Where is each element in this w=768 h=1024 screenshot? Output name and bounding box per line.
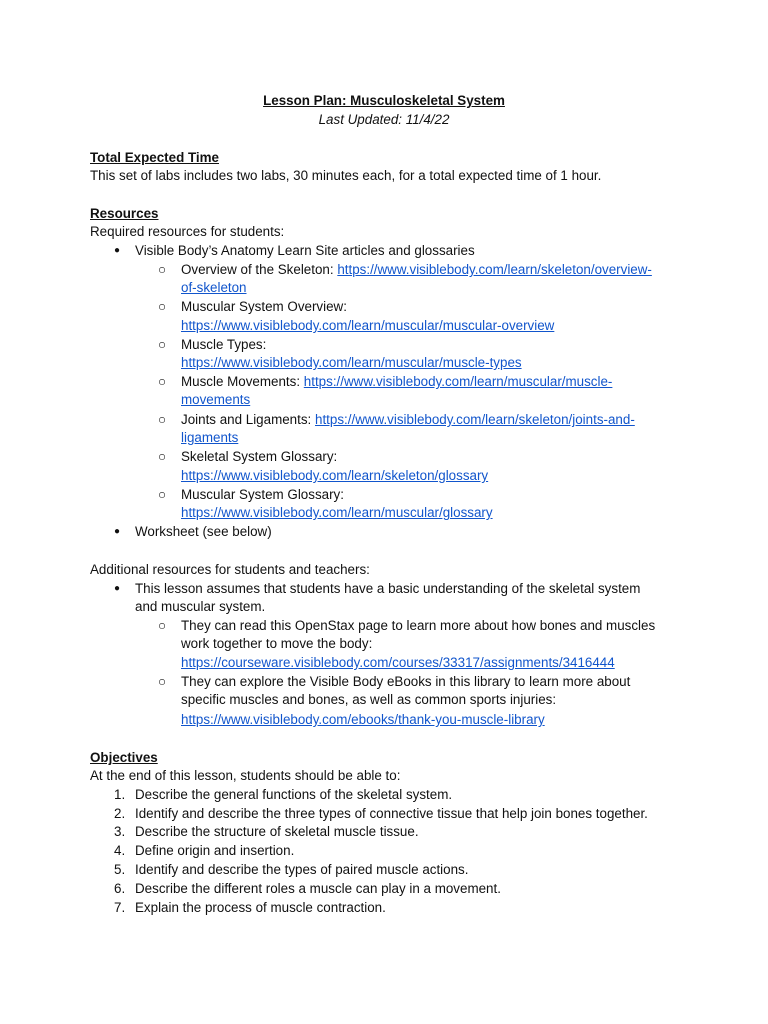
objectives-heading: Objectives xyxy=(90,750,158,765)
resource-sub-item xyxy=(181,411,635,429)
objective-text: Describe the different roles a muscle can play in a movement. xyxy=(135,881,501,896)
bullet-icon: ● xyxy=(114,526,121,537)
circle-bullet-icon: ○ xyxy=(158,618,167,633)
resource-link[interactable]: movements xyxy=(181,392,251,407)
resource-sub-label: Muscle Types: xyxy=(181,337,267,352)
additional-item-text: and muscular system. xyxy=(135,599,266,614)
resource-sub-label: Skeletal System Glossary: xyxy=(181,449,338,464)
additional-sub-text: specific muscles and bones, as well as common sports injuries: xyxy=(181,692,557,707)
resource-link[interactable]: https://www.visiblebody.com/learn/muscular/glossary xyxy=(181,505,493,520)
resources-heading: Resources xyxy=(90,206,159,221)
resource-sub-label: Muscular System Glossary: xyxy=(181,487,344,502)
objective-number: 7. xyxy=(114,900,126,915)
last-updated: Last Updated: 11/4/22 xyxy=(318,112,450,127)
resource-sub-item xyxy=(181,373,612,391)
resource-item-anatomy-learn: Visible Body’s Anatomy Learn Site articles and glossaries xyxy=(135,243,475,258)
bullet-icon: ● xyxy=(114,583,121,594)
resource-link[interactable]: https://www.visiblebody.com/learn/skeleton/joints-and- xyxy=(315,412,635,427)
objective-number: 1. xyxy=(114,787,126,802)
total-time-text: This set of labs includes two labs, 30 minutes each, for a total expected time of 1 hour. xyxy=(90,168,602,183)
additional-sub-text: They can explore the Visible Body eBooks in this library to learn more about xyxy=(181,674,631,689)
objective-text: Define origin and insertion. xyxy=(135,843,295,858)
resource-link[interactable]: https://www.visiblebody.com/learn/muscular/muscular-overview xyxy=(181,318,555,333)
openstax-link[interactable]: https://courseware.visiblebody.com/courses/33317/assignments/3416444 xyxy=(181,655,615,670)
resource-sub-item xyxy=(181,261,652,279)
ebooks-library-link[interactable]: https://www.visiblebody.com/ebooks/thank-you-muscle-library xyxy=(181,712,545,727)
circle-bullet-icon: ○ xyxy=(158,262,167,277)
objective-number: 6. xyxy=(114,881,126,896)
resource-link[interactable]: https://www.visiblebody.com/learn/muscular/muscle- xyxy=(303,374,613,389)
additional-item-text: This lesson assumes that students have a basic understanding of the skeletal system xyxy=(135,581,641,596)
total-time-heading: Total Expected Time xyxy=(90,150,219,165)
circle-bullet-icon: ○ xyxy=(158,487,167,502)
objective-number: 2. xyxy=(114,806,126,821)
bullet-icon: ● xyxy=(114,245,121,256)
resource-link[interactable]: https://www.visiblebody.com/learn/skeleton/glossary xyxy=(181,468,489,483)
resource-sub-label: Joints and Ligaments: xyxy=(181,412,315,427)
resource-link[interactable]: of-skeleton xyxy=(181,280,247,295)
resource-sub-label: Muscular System Overview: xyxy=(181,299,347,314)
circle-bullet-icon: ○ xyxy=(158,412,167,427)
objective-text: Identify and describe the three types of connective tissue that help join bones together. xyxy=(135,806,648,821)
additional-sub-text: They can read this OpenStax page to learn more about how bones and muscles xyxy=(181,618,656,633)
circle-bullet-icon: ○ xyxy=(158,374,167,389)
resource-link[interactable]: https://www.visiblebody.com/learn/skeleton/overview- xyxy=(337,262,652,277)
objective-number: 5. xyxy=(114,862,126,877)
resource-item-worksheet: Worksheet (see below) xyxy=(135,524,272,539)
circle-bullet-icon: ○ xyxy=(158,449,167,464)
page-title: Lesson Plan: Musculoskeletal System xyxy=(263,93,505,108)
circle-bullet-icon: ○ xyxy=(158,674,167,689)
objective-text: Describe the structure of skeletal muscle tissue. xyxy=(135,824,419,839)
objective-number: 3. xyxy=(114,824,126,839)
circle-bullet-icon: ○ xyxy=(158,337,167,352)
additional-intro: Additional resources for students and teachers: xyxy=(90,562,370,577)
resource-sub-label: Overview of the Skeleton: xyxy=(181,262,338,277)
objective-text: Describe the general functions of the skeletal system. xyxy=(135,787,453,802)
resources-intro: Required resources for students: xyxy=(90,224,285,239)
resource-link[interactable]: https://www.visiblebody.com/learn/muscular/muscle-types xyxy=(181,355,522,370)
additional-sub-text: work together to move the body: xyxy=(181,636,373,651)
objective-text: Explain the process of muscle contraction. xyxy=(135,900,386,915)
objective-number: 4. xyxy=(114,843,126,858)
circle-bullet-icon: ○ xyxy=(158,299,167,314)
resource-sub-label: Muscle Movements: xyxy=(181,374,304,389)
resource-link[interactable]: ligaments xyxy=(181,430,239,445)
objectives-intro: At the end of this lesson, students should be able to: xyxy=(90,768,401,783)
objective-text: Identify and describe the types of paired muscle actions. xyxy=(135,862,469,877)
